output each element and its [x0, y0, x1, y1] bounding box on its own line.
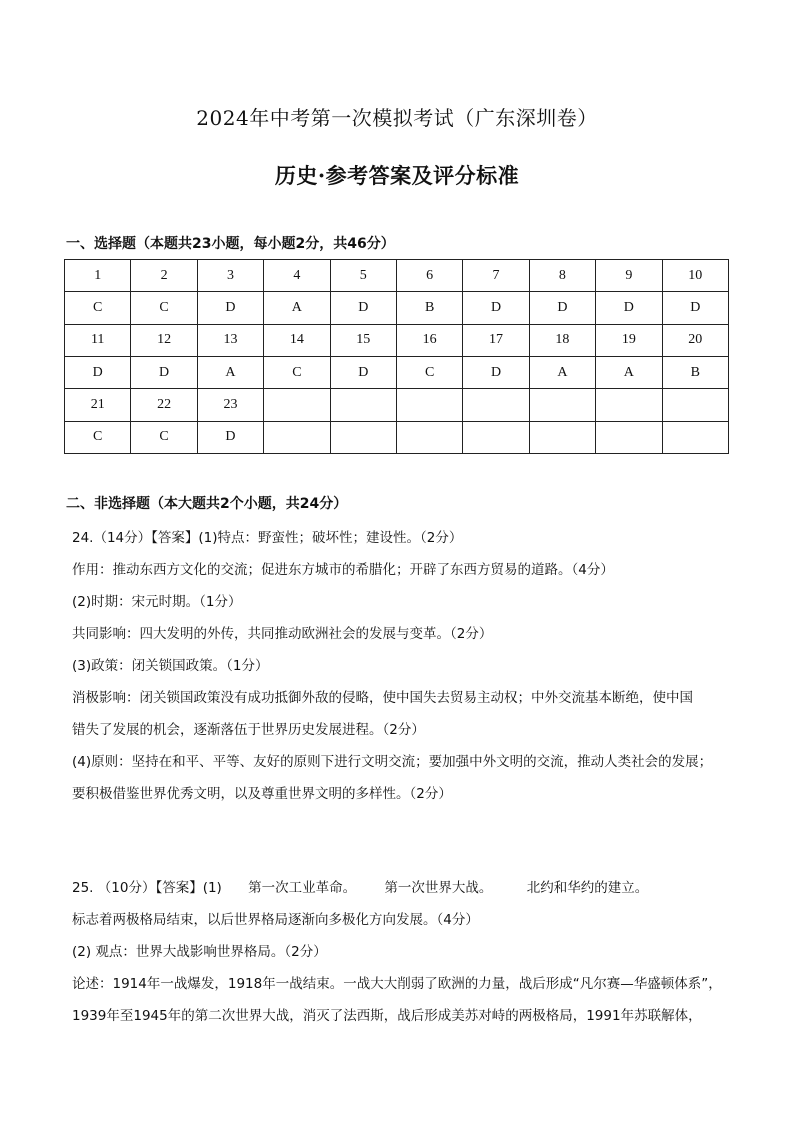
answer-cell: D — [463, 292, 529, 324]
q24-line: 作用：推动东西方文化的交流；促进东方城市的希腊化；开辟了东西方贸易的道路。（4分） — [72, 562, 614, 578]
question-number-cell: 21 — [65, 389, 131, 421]
q25-line: (2) 观点：世界大战影响世界格局。（2分） — [72, 944, 327, 960]
question-number-cell: 7 — [463, 260, 529, 292]
question-number-row — [65, 389, 729, 421]
q25-line: 标志着两极格局结束，以后世界格局逐渐向多极化方向发展。（4分） — [72, 912, 479, 928]
question-number-cell: 10 — [662, 260, 728, 292]
question-number-cell: 18 — [529, 324, 595, 356]
answer-cell: A — [197, 356, 263, 388]
answer-cell — [396, 421, 462, 453]
question-number-cell: 20 — [662, 324, 728, 356]
question-number-cell: 12 — [131, 324, 197, 356]
answer-cell — [264, 421, 330, 453]
question-number-cell: 14 — [264, 324, 330, 356]
answer-cell: A — [264, 292, 330, 324]
answer-cell: B — [662, 356, 728, 388]
question-number-cell: 6 — [396, 260, 462, 292]
section-non-choice-header: 二、非选择题（本大题共2个小题，共24分） — [66, 496, 348, 512]
answer-cell: C — [65, 421, 131, 453]
question-number-cell — [662, 389, 728, 421]
question-number-cell — [463, 389, 529, 421]
question-number-cell — [596, 389, 662, 421]
question-number-cell: 2 — [131, 260, 197, 292]
answer-row — [65, 292, 729, 324]
q24-line: 共同影响：四大发明的外传，共同推动欧洲社会的发展与变革。（2分） — [72, 626, 493, 642]
section-multiple-choice-header: 一、选择题（本题共23小题，每小题2分，共46分） — [66, 236, 395, 252]
question-number-cell: 16 — [396, 324, 462, 356]
answer-cell: D — [596, 292, 662, 324]
answer-cell — [596, 421, 662, 453]
answer-table — [64, 259, 729, 454]
q25-line: 论述：1914年一战爆发，1918年一战结束。一战大大削弱了欧洲的力量，战后形成“凡尔赛—华盛顿体系”， — [72, 976, 722, 992]
question-number-cell: 9 — [596, 260, 662, 292]
answer-cell: C — [264, 356, 330, 388]
question-number-cell: 1 — [65, 260, 131, 292]
answer-cell: D — [131, 356, 197, 388]
q24-line: 错失了发展的机会，逐渐落伍于世界历史发展进程。（2分） — [72, 722, 425, 738]
q25-prefix: 25. （10分）【答案】(1) — [72, 880, 222, 896]
question-number-cell: 3 — [197, 260, 263, 292]
answer-cell: D — [330, 356, 396, 388]
answer-cell: D — [65, 356, 131, 388]
question-number-cell — [396, 389, 462, 421]
answer-cell: A — [529, 356, 595, 388]
question-number-row — [65, 324, 729, 356]
answer-cell: D — [197, 292, 263, 324]
question-number-cell — [330, 389, 396, 421]
question-number-cell: 17 — [463, 324, 529, 356]
answer-cell: C — [396, 356, 462, 388]
document-subtitle: 历史·参考答案及评分标准 — [274, 163, 520, 188]
question-number-cell: 5 — [330, 260, 396, 292]
question-number-cell — [264, 389, 330, 421]
question-number-cell: 19 — [596, 324, 662, 356]
q24-line: (4)原则：坚持在和平、平等、友好的原则下进行文明交流；要加强中外文明的交流，推动人类社会的发展； — [72, 754, 713, 770]
q25-item: 第一次世界大战。 — [384, 880, 493, 896]
q24-line: 消极影响：闭关锁国政策没有成功抵御外敌的侵略，使中国失去贸易主动权；中外交流基本断绝，使中国 — [72, 690, 693, 706]
document-title: 2024年中考第一次模拟考试（广东深圳卷） — [196, 106, 598, 130]
answer-cell — [463, 421, 529, 453]
answer-cell: D — [529, 292, 595, 324]
answer-cell: C — [131, 292, 197, 324]
question-number-cell — [529, 389, 595, 421]
answer-cell: C — [131, 421, 197, 453]
question-number-cell: 15 — [330, 324, 396, 356]
answer-cell: D — [197, 421, 263, 453]
answer-cell: A — [596, 356, 662, 388]
q24-line: (2)时期：宋元时期。（1分） — [72, 594, 242, 610]
question-number-row — [65, 260, 729, 292]
q24-line: 要积极借鉴世界优秀文明，以及尊重世界文明的多样性。（2分） — [72, 786, 452, 802]
q25-line: 1939年至1945年的第二次世界大战，消灭了法西斯，战后形成美苏对峙的两极格局，1991年苏联解体， — [72, 1008, 702, 1024]
q25-item: 北约和华约的建立。 — [526, 880, 649, 896]
answer-cell: C — [65, 292, 131, 324]
question-number-cell: 4 — [264, 260, 330, 292]
answer-cell: D — [662, 292, 728, 324]
answer-cell: D — [330, 292, 396, 324]
question-number-cell: 13 — [197, 324, 263, 356]
q25-item: 第一次工业革命。 — [248, 880, 357, 896]
answer-cell: D — [463, 356, 529, 388]
answer-cell — [529, 421, 595, 453]
answer-row — [65, 356, 729, 388]
question-number-cell: 23 — [197, 389, 263, 421]
answer-cell: B — [396, 292, 462, 324]
q24-line: 24.（14分）【答案】(1)特点：野蛮性；破坏性；建设性。（2分） — [72, 530, 463, 546]
q25-line-1 — [72, 876, 648, 896]
answer-cell — [330, 421, 396, 453]
question-number-cell: 22 — [131, 389, 197, 421]
answer-row — [65, 421, 729, 453]
question-number-cell: 8 — [529, 260, 595, 292]
q24-line: (3)政策：闭关锁国政策。（1分） — [72, 658, 269, 674]
question-number-cell: 11 — [65, 324, 131, 356]
answer-cell — [662, 421, 728, 453]
